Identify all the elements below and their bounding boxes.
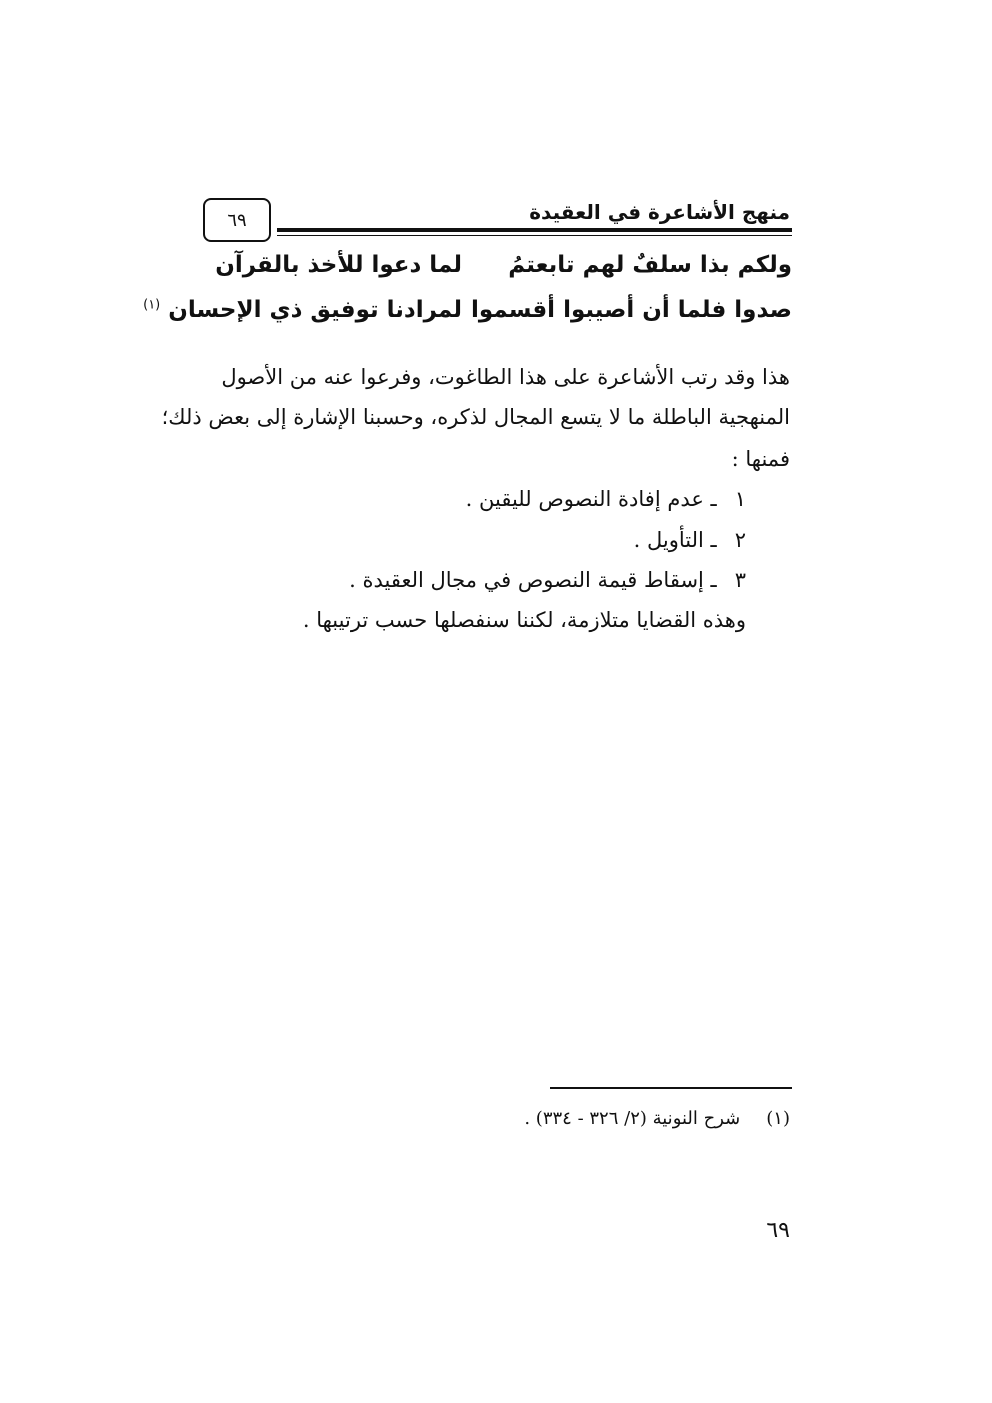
verse-1-second-hemistich: لما دعوا للأخذ بالقرآن <box>215 252 462 278</box>
list-item <box>466 487 746 511</box>
verse-1-first-hemistich: ولكم بذا سلفٌ لهم تابعتمُ <box>508 252 792 278</box>
list-item-number: ١ <box>734 487 746 511</box>
verse-2-second-hemistich <box>143 297 462 323</box>
header-rule-thin <box>277 235 792 236</box>
page-number: ٦٩ <box>766 1218 790 1243</box>
footnote-reference: (١) <box>143 297 161 313</box>
list-item-number: ٣ <box>734 568 746 592</box>
list-item-text: ـ التأويل . <box>633 528 717 552</box>
paragraph-line-1: هذا وقد رتب الأشاعرة على هذا الطاغوت، وفرعوا عنه من الأصول <box>221 365 790 389</box>
list-item-text: ـ عدم إفادة النصوص لليقين . <box>465 487 717 511</box>
list-item <box>349 568 746 592</box>
header-rule-thick <box>277 228 792 232</box>
paragraph-line-3: فمنها : <box>731 447 790 471</box>
verse-2-second-hemistich-text: لمرادنا توفيق ذي الإحسان <box>168 297 462 323</box>
paragraph-line-2: المنهجية الباطلة ما لا يتسع المجال لذكره، وحسبنا الإشارة إلى بعض ذلك؛ <box>161 405 790 429</box>
page-number-box <box>203 198 271 242</box>
verse-2-first-hemistich: صدوا فلما أن أصيبوا أقسموا <box>470 297 792 323</box>
list-item-text: ـ إسقاط قيمة النصوص في مجال العقيدة . <box>349 568 717 592</box>
footnote <box>524 1108 790 1129</box>
list-item-number: ٢ <box>734 528 746 552</box>
footnote-text: شرح النونية (٢/ ٣٢٦ - ٣٣٤) . <box>524 1108 741 1129</box>
footnote-separator <box>550 1087 792 1089</box>
footnote-number: (١) <box>766 1108 790 1129</box>
running-header-title: منهج الأشاعرة في العقيدة <box>529 200 790 224</box>
list-item <box>634 528 746 552</box>
page-number-box-label: ٦٩ <box>227 209 247 231</box>
closing-paragraph: وهذه القضايا متلازمة، لكننا سنفصلها حسب ترتيبها . <box>302 608 746 632</box>
